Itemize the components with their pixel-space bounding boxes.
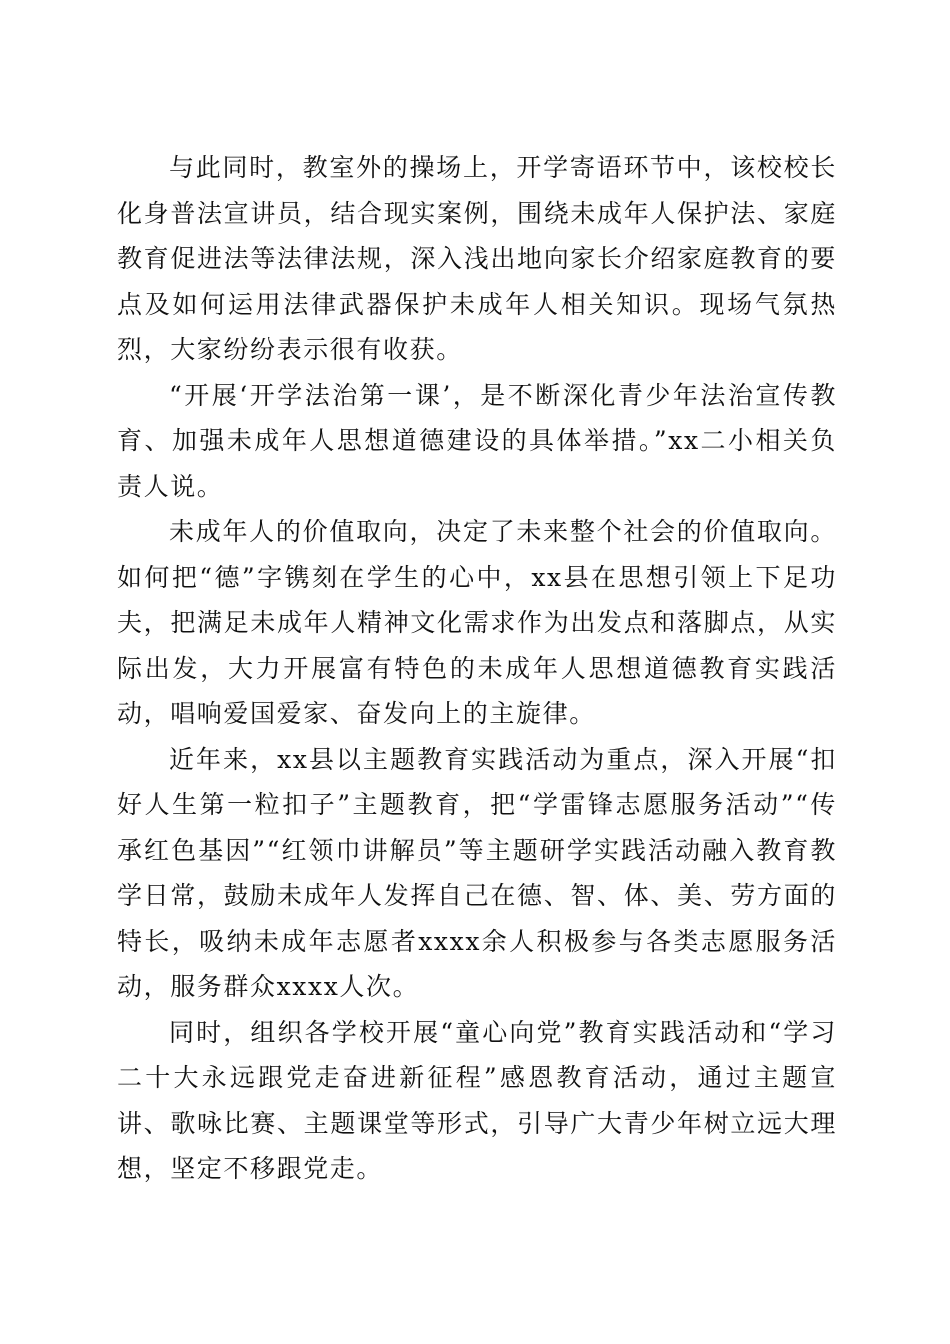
paragraph-4: 近年来，xx县以主题教育实践活动为重点，深入开展“扣好人生第一粒扣子”主题教育，把“学雷锋志愿服务活动”“传承红色基因”“红领巾讲解员”等主题研学实践活动融入教育教学日常，鼓励未成年人发挥自己在德、智、体、美、劳方面的特长，吸纳未成年志愿者xxxx余人积极参与各类志愿服务活动，服务群众xxxx人次。 (117, 744, 837, 1001)
paragraph-5: 同时，组织各学校开展“童心向党”教育实践活动和“学习二十大永远跟党走奋进新征程”感恩教育活动，通过主题宣讲、歌咏比赛、主题课堂等形式，引导广大青少年树立远大理想，坚定不移跟党走。 (117, 1017, 837, 1183)
paragraph-2: “开展‘开学法治第一课’，是不断深化青少年法治宣传教育、加强未成年人思想道德建设的具体举措。”xx二小相关负责人说。 (117, 380, 837, 501)
paragraph-1: 与此同时，教室外的操场上，开学寄语环节中，该校校长化身普法宣讲员，结合现实案例，围绕未成年人保护法、家庭教育促进法等法律法规，深入浅出地向家长介绍家庭教育的要点及如何运用法律武器保护未成年人相关知识。现场气氛热烈，大家纷纷表示很有收获。 (117, 153, 837, 364)
paragraph-3: 未成年人的价值取向，决定了未来整个社会的价值取向。如何把“德”字镌刻在学生的心中，xx县在思想引领上下足功夫，把满足未成年人精神文化需求作为出发点和落脚点，从实际出发，大力开展富有特色的未成年人思想道德教育实践活动，唱响爱国爱家、奋发向上的主旋律。 (117, 517, 837, 728)
document-body (117, 145, 837, 1192)
